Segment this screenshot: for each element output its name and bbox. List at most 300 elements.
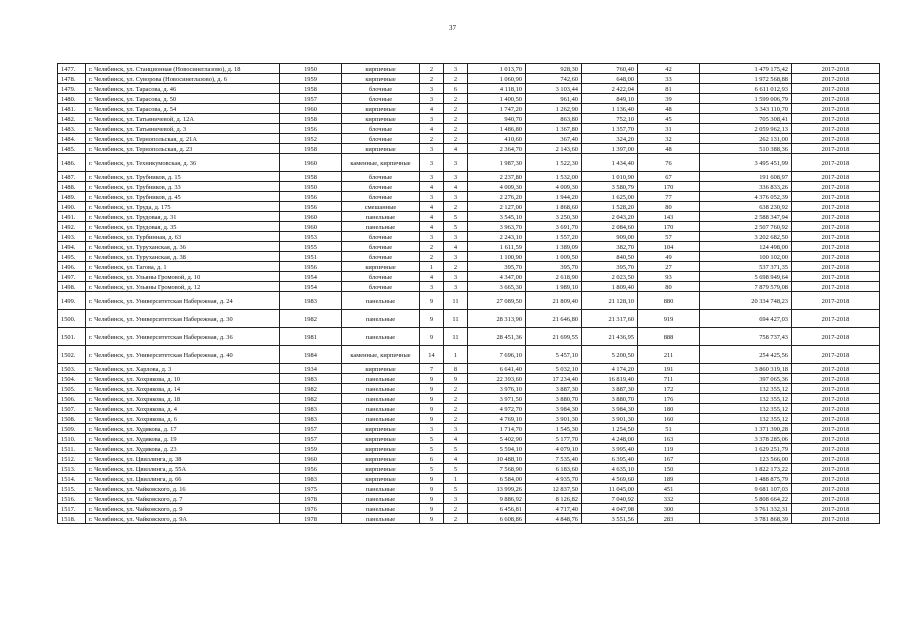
floors-cell: 3 bbox=[420, 154, 444, 172]
year-built-cell: 1983 bbox=[280, 374, 342, 384]
repair-period-cell: 2017-2018 bbox=[792, 474, 880, 484]
residential-area-cell: 382,70 bbox=[582, 242, 638, 252]
entrances-cell: 3 bbox=[444, 424, 468, 434]
living-area-cell: 4 717,40 bbox=[526, 504, 582, 514]
total-area-cell: 28 451,36 bbox=[468, 328, 526, 346]
row-number-cell: 1513. bbox=[58, 464, 86, 474]
entrances-cell: 5 bbox=[444, 444, 468, 454]
entrances-cell: 1 bbox=[444, 346, 468, 364]
year-built-cell: 1978 bbox=[280, 494, 342, 504]
repair-cost-cell: 6 611 012,93 bbox=[700, 84, 792, 94]
year-built-cell: 1956 bbox=[280, 202, 342, 212]
repair-period-cell: 2017-2018 bbox=[792, 404, 880, 414]
living-area-cell: 6 183,60 bbox=[526, 464, 582, 474]
floors-cell: 4 bbox=[420, 272, 444, 282]
address-cell: г. Челябинск, ул. Трубников, д. 15 bbox=[86, 172, 280, 182]
residential-area-cell: 3 880,70 bbox=[582, 394, 638, 404]
address-cell: г. Челябинск, ул. Худякова, д. 23 bbox=[86, 444, 280, 454]
residents-cell: 76 bbox=[638, 154, 700, 172]
address-cell: г. Челябинск, ул. Хохрякова, д. 6 bbox=[86, 414, 280, 424]
total-area-cell: 4 118,10 bbox=[468, 84, 526, 94]
living-area-cell: 961,40 bbox=[526, 94, 582, 104]
residential-area-cell: 4 635,10 bbox=[582, 464, 638, 474]
entrances-cell: 4 bbox=[444, 242, 468, 252]
total-area-cell: 3 963,70 bbox=[468, 222, 526, 232]
wall-material-cell: панельные bbox=[342, 384, 420, 394]
address-cell: г. Челябинск, ул. Суворова (Новосинеглазово), д. 6 bbox=[86, 74, 280, 84]
address-cell: г. Челябинск, ул. Чайковского, д. 9 bbox=[86, 504, 280, 514]
wall-material-cell: каменные, кирпичные bbox=[342, 154, 420, 172]
row-number-cell: 1514. bbox=[58, 474, 86, 484]
residential-area-cell: 16 819,40 bbox=[582, 374, 638, 384]
repair-cost-cell: 1 822 173,22 bbox=[700, 464, 792, 474]
table-row bbox=[58, 346, 880, 364]
wall-material-cell: панельные bbox=[342, 404, 420, 414]
total-area-cell: 6 608,86 bbox=[468, 514, 526, 524]
residential-area-cell: 7 040,92 bbox=[582, 494, 638, 504]
repair-cost-cell: 2 507 760,92 bbox=[700, 222, 792, 232]
table-row bbox=[58, 134, 880, 144]
repair-period-cell: 2017-2018 bbox=[792, 262, 880, 272]
residential-area-cell: 21 128,10 bbox=[582, 292, 638, 310]
residential-area-cell: 2 084,60 bbox=[582, 222, 638, 232]
floors-cell: 5 bbox=[420, 444, 444, 454]
repair-cost-cell: 3 761 332,31 bbox=[700, 504, 792, 514]
floors-cell: 6 bbox=[420, 454, 444, 464]
living-area-cell: 1 557,20 bbox=[526, 232, 582, 242]
entrances-cell: 2 bbox=[444, 514, 468, 524]
row-number-cell: 1488. bbox=[58, 182, 86, 192]
wall-material-cell: панельные bbox=[342, 494, 420, 504]
repair-period-cell: 2017-2018 bbox=[792, 364, 880, 374]
residential-area-cell: 3 995,40 bbox=[582, 444, 638, 454]
residential-area-cell: 4 248,00 bbox=[582, 434, 638, 444]
entrances-cell: 2 bbox=[444, 202, 468, 212]
row-number-cell: 1500. bbox=[58, 310, 86, 328]
table-row bbox=[58, 172, 880, 182]
entrances-cell: 2 bbox=[444, 74, 468, 84]
floors-cell: 4 bbox=[420, 124, 444, 134]
residents-cell: 332 bbox=[638, 494, 700, 504]
entrances-cell: 11 bbox=[444, 328, 468, 346]
total-area-cell: 5 594,10 bbox=[468, 444, 526, 454]
residents-cell: 93 bbox=[638, 272, 700, 282]
year-built-cell: 1957 bbox=[280, 94, 342, 104]
residents-cell: 160 bbox=[638, 414, 700, 424]
wall-material-cell: блочные bbox=[342, 182, 420, 192]
repair-period-cell: 2017-2018 bbox=[792, 374, 880, 384]
repair-period-cell: 2017-2018 bbox=[792, 94, 880, 104]
row-number-cell: 1517. bbox=[58, 504, 86, 514]
floors-cell: 2 bbox=[420, 74, 444, 84]
entrances-cell: 4 bbox=[444, 434, 468, 444]
address-cell: г. Челябинск, ул. Тарасова, д. 54 bbox=[86, 104, 280, 114]
residential-area-cell: 2 422,04 bbox=[582, 84, 638, 94]
floors-cell: 9 bbox=[420, 292, 444, 310]
row-number-cell: 1497. bbox=[58, 272, 86, 282]
row-number-cell: 1487. bbox=[58, 172, 86, 182]
year-built-cell: 1956 bbox=[280, 262, 342, 272]
living-area-cell: 3 103,44 bbox=[526, 84, 582, 94]
residential-area-cell: 760,40 bbox=[582, 64, 638, 74]
floors-cell: 9 bbox=[420, 494, 444, 504]
entrances-cell: 2 bbox=[444, 124, 468, 134]
entrances-cell: 11 bbox=[444, 310, 468, 328]
row-number-cell: 1478. bbox=[58, 74, 86, 84]
year-built-cell: 1954 bbox=[280, 272, 342, 282]
address-cell: г. Челябинск, ул. Харлова, д. 3 bbox=[86, 364, 280, 374]
table-row bbox=[58, 154, 880, 172]
living-area-cell: 5 032,10 bbox=[526, 364, 582, 374]
wall-material-cell: блочные bbox=[342, 172, 420, 182]
repair-cost-cell: 638 230,92 bbox=[700, 202, 792, 212]
residents-cell: 80 bbox=[638, 282, 700, 292]
table-row bbox=[58, 414, 880, 424]
total-area-cell: 2 243,10 bbox=[468, 232, 526, 242]
entrances-cell: 3 bbox=[444, 232, 468, 242]
residential-area-cell: 1 010,90 bbox=[582, 172, 638, 182]
entrances-cell: 5 bbox=[444, 484, 468, 494]
registry-body bbox=[58, 64, 880, 524]
year-built-cell: 1983 bbox=[280, 414, 342, 424]
row-number-cell: 1515. bbox=[58, 484, 86, 494]
wall-material-cell: кирпичные bbox=[342, 144, 420, 154]
wall-material-cell: кирпичные bbox=[342, 474, 420, 484]
repair-cost-cell: 1 629 251,79 bbox=[700, 444, 792, 454]
residents-cell: 49 bbox=[638, 252, 700, 262]
table-row bbox=[58, 202, 880, 212]
floors-cell: 9 bbox=[420, 514, 444, 524]
repair-period-cell: 2017-2018 bbox=[792, 346, 880, 364]
year-built-cell: 1981 bbox=[280, 328, 342, 346]
table-row bbox=[58, 104, 880, 114]
wall-material-cell: блочные bbox=[342, 84, 420, 94]
floors-cell: 5 bbox=[420, 434, 444, 444]
table-row bbox=[58, 292, 880, 310]
year-built-cell: 1959 bbox=[280, 444, 342, 454]
repair-cost-cell: 3 378 285,06 bbox=[700, 434, 792, 444]
living-area-cell: 2 618,90 bbox=[526, 272, 582, 282]
table-row bbox=[58, 282, 880, 292]
residents-cell: 711 bbox=[638, 374, 700, 384]
repair-cost-cell: 100 102,00 bbox=[700, 252, 792, 262]
repair-period-cell: 2017-2018 bbox=[792, 144, 880, 154]
residential-area-cell: 4 047,98 bbox=[582, 504, 638, 514]
housing-registry-table bbox=[57, 63, 880, 524]
residential-area-cell: 1 136,40 bbox=[582, 104, 638, 114]
entrances-cell: 2 bbox=[444, 94, 468, 104]
repair-period-cell: 2017-2018 bbox=[792, 424, 880, 434]
table-row bbox=[58, 484, 880, 494]
living-area-cell: 1 262,90 bbox=[526, 104, 582, 114]
living-area-cell: 3 691,70 bbox=[526, 222, 582, 232]
repair-period-cell: 2017-2018 bbox=[792, 222, 880, 232]
living-area-cell: 4 009,30 bbox=[526, 182, 582, 192]
floors-cell: 3 bbox=[420, 84, 444, 94]
year-built-cell: 1955 bbox=[280, 242, 342, 252]
total-area-cell: 6 584,00 bbox=[468, 474, 526, 484]
residents-cell: 104 bbox=[638, 242, 700, 252]
repair-period-cell: 2017-2018 bbox=[792, 134, 880, 144]
entrances-cell: 3 bbox=[444, 252, 468, 262]
repair-cost-cell: 397 065,36 bbox=[700, 374, 792, 384]
repair-cost-cell: 7 879 579,08 bbox=[700, 282, 792, 292]
year-built-cell: 1953 bbox=[280, 232, 342, 242]
residential-area-cell: 1 625,00 bbox=[582, 192, 638, 202]
row-number-cell: 1493. bbox=[58, 232, 86, 242]
floors-cell: 9 bbox=[420, 394, 444, 404]
entrances-cell: 4 bbox=[444, 182, 468, 192]
floors-cell: 3 bbox=[420, 192, 444, 202]
repair-period-cell: 2017-2018 bbox=[792, 282, 880, 292]
total-area-cell: 940,70 bbox=[468, 114, 526, 124]
floors-cell: 2 bbox=[420, 134, 444, 144]
year-built-cell: 1960 bbox=[280, 222, 342, 232]
living-area-cell: 8 126,82 bbox=[526, 494, 582, 504]
repair-cost-cell: 758 737,43 bbox=[700, 328, 792, 346]
living-area-cell: 21 699,55 bbox=[526, 328, 582, 346]
repair-cost-cell: 3 343 110,70 bbox=[700, 104, 792, 114]
entrances-cell: 3 bbox=[444, 272, 468, 282]
repair-period-cell: 2017-2018 bbox=[792, 154, 880, 172]
entrances-cell: 5 bbox=[444, 222, 468, 232]
repair-period-cell: 2017-2018 bbox=[792, 292, 880, 310]
year-built-cell: 1960 bbox=[280, 212, 342, 222]
entrances-cell: 3 bbox=[444, 282, 468, 292]
repair-period-cell: 2017-2018 bbox=[792, 494, 880, 504]
repair-cost-cell: 3 495 451,99 bbox=[700, 154, 792, 172]
total-area-cell: 2 276,20 bbox=[468, 192, 526, 202]
living-area-cell: 4 848,76 bbox=[526, 514, 582, 524]
table-row bbox=[58, 252, 880, 262]
repair-cost-cell: 3 202 682,50 bbox=[700, 232, 792, 242]
residents-cell: 880 bbox=[638, 292, 700, 310]
wall-material-cell: блочные bbox=[342, 232, 420, 242]
year-built-cell: 1982 bbox=[280, 384, 342, 394]
floors-cell: 4 bbox=[420, 202, 444, 212]
address-cell: г. Челябинск, ул. Турбинная, д. 63 bbox=[86, 232, 280, 242]
floors-cell: 4 bbox=[420, 222, 444, 232]
address-cell: г. Челябинск, ул. Цвиллинга, д. 55А bbox=[86, 464, 280, 474]
row-number-cell: 1486. bbox=[58, 154, 86, 172]
row-number-cell: 1510. bbox=[58, 434, 86, 444]
residential-area-cell: 1 254,50 bbox=[582, 424, 638, 434]
table-row bbox=[58, 262, 880, 272]
total-area-cell: 5 402,90 bbox=[468, 434, 526, 444]
year-built-cell: 1958 bbox=[280, 114, 342, 124]
total-area-cell: 3 971,50 bbox=[468, 394, 526, 404]
repair-period-cell: 2017-2018 bbox=[792, 202, 880, 212]
residents-cell: 451 bbox=[638, 484, 700, 494]
residential-area-cell: 6 395,40 bbox=[582, 454, 638, 464]
table-row bbox=[58, 454, 880, 464]
row-number-cell: 1512. bbox=[58, 454, 86, 464]
living-area-cell: 742,60 bbox=[526, 74, 582, 84]
wall-material-cell: панельные bbox=[342, 414, 420, 424]
wall-material-cell: смешанные bbox=[342, 202, 420, 212]
table-row bbox=[58, 192, 880, 202]
address-cell: г. Челябинск, ул. Тагова, д. 1 bbox=[86, 262, 280, 272]
wall-material-cell: кирпичные bbox=[342, 262, 420, 272]
total-area-cell: 1 013,70 bbox=[468, 64, 526, 74]
total-area-cell: 6 456,81 bbox=[468, 504, 526, 514]
total-area-cell: 4 347,00 bbox=[468, 272, 526, 282]
repair-cost-cell: 510 388,36 bbox=[700, 144, 792, 154]
table-row bbox=[58, 514, 880, 524]
repair-cost-cell: 537 371,35 bbox=[700, 262, 792, 272]
living-area-cell: 928,30 bbox=[526, 64, 582, 74]
table-row bbox=[58, 310, 880, 328]
row-number-cell: 1508. bbox=[58, 414, 86, 424]
address-cell: г. Челябинск, ул. Чайковского, д. 9А bbox=[86, 514, 280, 524]
total-area-cell: 1 100,90 bbox=[468, 252, 526, 262]
floors-cell: 4 bbox=[420, 212, 444, 222]
row-number-cell: 1489. bbox=[58, 192, 86, 202]
repair-period-cell: 2017-2018 bbox=[792, 454, 880, 464]
repair-cost-cell: 336 833,26 bbox=[700, 182, 792, 192]
total-area-cell: 1 486,80 bbox=[468, 124, 526, 134]
row-number-cell: 1507. bbox=[58, 404, 86, 414]
residential-area-cell: 1 357,70 bbox=[582, 124, 638, 134]
living-area-cell: 3 901,30 bbox=[526, 414, 582, 424]
wall-material-cell: блочные bbox=[342, 252, 420, 262]
row-number-cell: 1511. bbox=[58, 444, 86, 454]
address-cell: г. Челябинск, ул. Университетская Набережная, д. 30 bbox=[86, 310, 280, 328]
wall-material-cell: панельные bbox=[342, 328, 420, 346]
address-cell: г. Челябинск, ул. Техникумовская, д. 36 bbox=[86, 154, 280, 172]
floors-cell: 1 bbox=[420, 262, 444, 272]
row-number-cell: 1483. bbox=[58, 124, 86, 134]
living-area-cell: 3 887,30 bbox=[526, 384, 582, 394]
repair-cost-cell: 2 588 347,94 bbox=[700, 212, 792, 222]
entrances-cell: 8 bbox=[444, 364, 468, 374]
repair-period-cell: 2017-2018 bbox=[792, 192, 880, 202]
repair-period-cell: 2017-2018 bbox=[792, 444, 880, 454]
year-built-cell: 1982 bbox=[280, 394, 342, 404]
wall-material-cell: блочные bbox=[342, 192, 420, 202]
living-area-cell: 7 535,40 bbox=[526, 454, 582, 464]
residents-cell: 45 bbox=[638, 114, 700, 124]
residents-cell: 919 bbox=[638, 310, 700, 328]
wall-material-cell: блочные bbox=[342, 242, 420, 252]
table-row bbox=[58, 404, 880, 414]
year-built-cell: 1983 bbox=[280, 404, 342, 414]
row-number-cell: 1495. bbox=[58, 252, 86, 262]
total-area-cell: 3 976,10 bbox=[468, 384, 526, 394]
entrances-cell: 1 bbox=[444, 474, 468, 484]
living-area-cell: 1 389,09 bbox=[526, 242, 582, 252]
table-row bbox=[58, 232, 880, 242]
wall-material-cell: блочные bbox=[342, 272, 420, 282]
row-number-cell: 1480. bbox=[58, 94, 86, 104]
wall-material-cell: панельные bbox=[342, 292, 420, 310]
year-built-cell: 1960 bbox=[280, 454, 342, 464]
residential-area-cell: 324,20 bbox=[582, 134, 638, 144]
year-built-cell: 1957 bbox=[280, 434, 342, 444]
residents-cell: 77 bbox=[638, 192, 700, 202]
repair-period-cell: 2017-2018 bbox=[792, 172, 880, 182]
row-number-cell: 1484. bbox=[58, 134, 86, 144]
repair-cost-cell: 2 059 962,13 bbox=[700, 124, 792, 134]
year-built-cell: 1982 bbox=[280, 310, 342, 328]
address-cell: г. Челябинск, ул. Университетская Набережная, д. 40 bbox=[86, 346, 280, 364]
wall-material-cell: кирпичные bbox=[342, 74, 420, 84]
table-row bbox=[58, 124, 880, 134]
repair-period-cell: 2017-2018 bbox=[792, 310, 880, 328]
entrances-cell: 2 bbox=[444, 394, 468, 404]
floors-cell: 9 bbox=[420, 474, 444, 484]
address-cell: г. Челябинск, ул. Тернопольская, д. 21А bbox=[86, 134, 280, 144]
year-built-cell: 1959 bbox=[280, 74, 342, 84]
entrances-cell: 2 bbox=[444, 134, 468, 144]
residential-area-cell: 11 045,00 bbox=[582, 484, 638, 494]
residential-area-cell: 3 551,56 bbox=[582, 514, 638, 524]
floors-cell: 7 bbox=[420, 364, 444, 374]
table-row bbox=[58, 182, 880, 192]
entrances-cell: 4 bbox=[444, 454, 468, 464]
address-cell: г. Челябинск, ул. Татьяничевой, д. 3 bbox=[86, 124, 280, 134]
repair-period-cell: 2017-2018 bbox=[792, 484, 880, 494]
address-cell: г. Челябинск, ул. Цвиллинга, д. 38 bbox=[86, 454, 280, 464]
repair-period-cell: 2017-2018 bbox=[792, 114, 880, 124]
residential-area-cell: 3 580,79 bbox=[582, 182, 638, 192]
repair-period-cell: 2017-2018 bbox=[792, 514, 880, 524]
year-built-cell: 1984 bbox=[280, 346, 342, 364]
year-built-cell: 1983 bbox=[280, 474, 342, 484]
residents-cell: 300 bbox=[638, 504, 700, 514]
wall-material-cell: каменные, кирпичные bbox=[342, 346, 420, 364]
residential-area-cell: 3 901,30 bbox=[582, 414, 638, 424]
repair-cost-cell: 694 427,03 bbox=[700, 310, 792, 328]
address-cell: г. Челябинск, ул. Университетская Набережная, д. 24 bbox=[86, 292, 280, 310]
table-row bbox=[58, 394, 880, 404]
repair-period-cell: 2017-2018 bbox=[792, 464, 880, 474]
floors-cell: 9 bbox=[420, 404, 444, 414]
repair-period-cell: 2017-2018 bbox=[792, 182, 880, 192]
repair-cost-cell: 123 566,00 bbox=[700, 454, 792, 464]
table-row bbox=[58, 212, 880, 222]
repair-cost-cell: 1 599 006,79 bbox=[700, 94, 792, 104]
floors-cell: 9 bbox=[420, 310, 444, 328]
row-number-cell: 1503. bbox=[58, 364, 86, 374]
table-row bbox=[58, 494, 880, 504]
year-built-cell: 1952 bbox=[280, 134, 342, 144]
repair-cost-cell: 1 371 390,28 bbox=[700, 424, 792, 434]
repair-cost-cell: 4 376 052,39 bbox=[700, 192, 792, 202]
total-area-cell: 7 568,90 bbox=[468, 464, 526, 474]
total-area-cell: 410,60 bbox=[468, 134, 526, 144]
residential-area-cell: 648,00 bbox=[582, 74, 638, 84]
row-number-cell: 1477. bbox=[58, 64, 86, 74]
living-area-cell: 1 989,10 bbox=[526, 282, 582, 292]
address-cell: г. Челябинск, ул. Чайковского, д. 7 bbox=[86, 494, 280, 504]
residents-cell: 31 bbox=[638, 124, 700, 134]
floors-cell: 9 bbox=[420, 374, 444, 384]
residents-cell: 211 bbox=[638, 346, 700, 364]
residents-cell: 51 bbox=[638, 424, 700, 434]
total-area-cell: 7 696,10 bbox=[468, 346, 526, 364]
entrances-cell: 2 bbox=[444, 404, 468, 414]
address-cell: г. Челябинск, ул. Худякова, д. 19 bbox=[86, 434, 280, 444]
address-cell: г. Челябинск, ул. Туруханская, д. 38 bbox=[86, 252, 280, 262]
total-area-cell: 1 060,90 bbox=[468, 74, 526, 84]
table-row bbox=[58, 374, 880, 384]
floors-cell: 9 bbox=[420, 504, 444, 514]
repair-period-cell: 2017-2018 bbox=[792, 328, 880, 346]
wall-material-cell: кирпичные bbox=[342, 364, 420, 374]
living-area-cell: 12 837,50 bbox=[526, 484, 582, 494]
wall-material-cell: панельные bbox=[342, 222, 420, 232]
